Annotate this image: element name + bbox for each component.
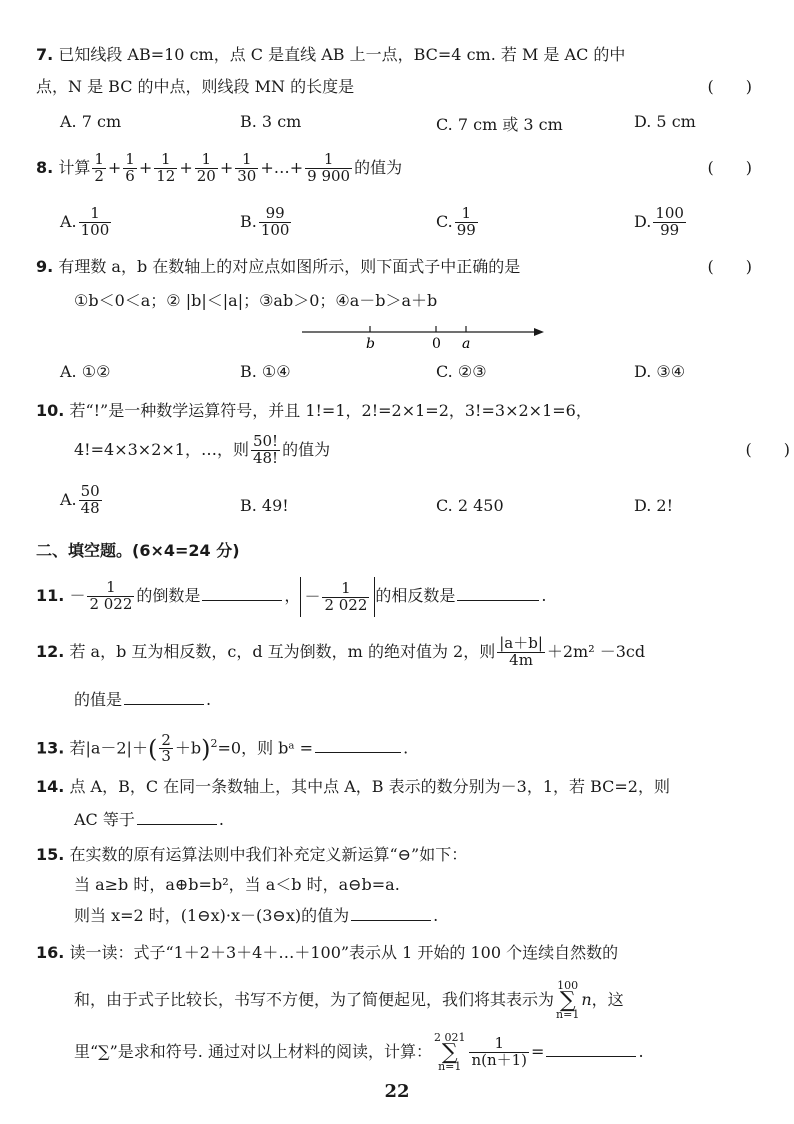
q9-line1 <box>36 256 774 278</box>
q13-paren-open: ( <box>147 734 158 763</box>
q16-text-3: ，这 <box>591 990 624 1009</box>
q10-text-3: 的值为 <box>282 440 331 459</box>
sigma-upper: 2 021 <box>433 1030 466 1044</box>
q9-option-b[interactable]: B. ①④ <box>240 362 291 381</box>
axis-arrow <box>534 328 544 336</box>
q9-line2 <box>74 290 774 312</box>
sigma-lower: n=1 <box>556 1008 580 1022</box>
frac-denominator: 99 <box>660 220 680 239</box>
q8-term-5 <box>235 152 258 185</box>
q7-option-b[interactable]: B. 3 cm <box>240 112 302 131</box>
frac-numerator: 1 <box>125 150 135 169</box>
q8-term-last <box>305 152 352 185</box>
q14-line2 <box>74 808 774 831</box>
q16-text-1: 读一读：式子“1＋2＋3＋4＋…＋100”表示从 1 开始的 100 个连续自然数的 <box>69 943 619 962</box>
frac-numerator: 50 <box>80 482 100 500</box>
q16-line3 <box>74 1030 774 1074</box>
q8-option-c-frac <box>455 206 478 239</box>
q10-line1 <box>36 400 774 422</box>
q12-line1 <box>36 632 774 672</box>
q8-term-4 <box>195 152 218 185</box>
q10-text-2: 4!=4×3×2×1，…，则 <box>74 440 249 459</box>
q15-line2 <box>74 874 774 896</box>
q10-option-c[interactable]: C. 2 450 <box>436 496 504 515</box>
q11-minus: － <box>69 586 86 605</box>
q10-text-1: 若“!”是一种数学运算符号，并且 1!=1，2!=2×1=2，3!=3×2×1=6， <box>69 401 592 420</box>
frac-denominator: 3 <box>161 747 171 766</box>
plus-sign: + <box>179 158 193 177</box>
q14-end: . <box>218 810 224 829</box>
q8-option-b[interactable] <box>240 206 293 239</box>
frac-denominator: 100 <box>260 220 290 239</box>
q11-fraction-1 <box>87 580 134 613</box>
q16-number: 16. <box>36 943 65 962</box>
q15-blank[interactable] <box>351 904 431 921</box>
frac-numerator: 1 <box>235 152 258 169</box>
q16-blank[interactable] <box>546 1040 636 1057</box>
q8-option-b-frac <box>259 206 292 239</box>
q8-series <box>90 150 354 185</box>
q15-text-1: 在实数的原有运算法则中我们补充定义新运算“⊖”如下： <box>69 845 468 864</box>
q10-option-d[interactable]: D. 2! <box>634 496 674 515</box>
frac-denominator: 6 <box>125 167 135 185</box>
q11-line <box>36 576 774 617</box>
q10-option-b[interactable]: B. 49! <box>240 496 289 515</box>
frac-numerator: 1 <box>195 152 218 169</box>
q8-term-1 <box>92 152 106 185</box>
q7-option-a[interactable]: A. 7 cm <box>60 112 122 131</box>
q8-option-d[interactable] <box>634 206 688 239</box>
q13-line <box>36 724 774 769</box>
q15-end: . <box>433 906 439 925</box>
plus-sign: + <box>260 158 274 177</box>
q12-text-2: ＋2m² －3cd <box>546 642 646 661</box>
q7-line2 <box>36 76 774 98</box>
q12-fraction <box>497 636 545 669</box>
q11-comma: ， <box>284 586 301 605</box>
q8-option-a-label: A. <box>60 211 77 231</box>
q10-number: 10. <box>36 401 65 420</box>
q16-text-4: 里“∑”是求和符号. 通过对以上材料的阅读，计算： <box>74 1042 432 1061</box>
label-b: b <box>366 336 375 352</box>
q7-text-1: 已知线段 AB=10 cm，点 C 是直线 AB 上一点，BC=4 cm. 若 M 是 AC 的中 <box>58 45 626 64</box>
q14-text-1: 点 A，B，C 在同一条数轴上，其中点 A，B 表示的数分别为－3，1，若 BC=2，则 <box>69 777 670 796</box>
q13-text-1: 若|a－2|＋ <box>69 738 148 758</box>
frac-numerator: 1 <box>305 152 352 169</box>
q7-line1 <box>36 44 774 66</box>
frac-numerator: 1 <box>87 580 134 597</box>
frac-denominator: 12 <box>156 167 176 185</box>
q11-minus-2: － <box>304 586 321 606</box>
q10-option-a[interactable] <box>60 484 104 517</box>
q12-number: 12. <box>36 642 65 661</box>
frac-denominator: 9 900 <box>307 167 351 185</box>
q11-end: . <box>541 586 547 605</box>
q9-number-line <box>298 318 548 352</box>
frac-denominator: 99 <box>456 220 476 239</box>
q8-option-b-label: B. <box>240 211 257 231</box>
q12-text-1: 若 a，b 互为相反数，c，d 互为倒数，m 的绝对值为 2，则 <box>69 642 496 661</box>
frac-numerator: |a＋b| <box>499 634 543 653</box>
q8-option-d-label: D. <box>634 211 652 231</box>
q8-line1 <box>36 148 774 188</box>
q8-prefix: 计算 <box>58 158 91 177</box>
section-fill-in-title: 二、填空题。(6×4=24 分) <box>36 541 240 560</box>
q8-option-a-frac <box>79 206 112 239</box>
frac-numerator: 1 <box>79 206 112 223</box>
plus-sign: + <box>138 158 153 177</box>
q15-line1 <box>36 844 774 866</box>
q14-line1 <box>36 776 774 798</box>
label-a: a <box>462 336 471 352</box>
frac-numerator: 50! <box>252 432 279 451</box>
q8-suffix: 的值为 <box>354 158 403 177</box>
q13-fraction <box>159 730 173 766</box>
frac-denominator: n(n＋1) <box>471 1051 528 1069</box>
q13-paren-close: ) <box>201 734 211 763</box>
frac-numerator: 1 <box>469 1036 529 1053</box>
q10-option-a-frac <box>79 484 102 517</box>
q15-line3 <box>74 904 774 927</box>
q16-fraction <box>469 1036 529 1069</box>
frac-numerator: 1 <box>94 150 104 169</box>
ellipsis: … <box>273 158 290 177</box>
q16-sigma-1 <box>556 978 580 1022</box>
q11-number: 11. <box>36 586 65 605</box>
q7-number: 7. <box>36 45 54 64</box>
frac-denominator: 30 <box>237 167 257 185</box>
q12-blank[interactable] <box>124 688 204 705</box>
frac-numerator: 2 <box>161 730 171 749</box>
q16-sigma-body: n <box>581 990 592 1009</box>
label-0: 0 <box>432 336 441 352</box>
q10-line2 <box>74 430 790 470</box>
q13-number: 13. <box>36 738 65 758</box>
q7-option-c[interactable]: C. 7 cm 或 3 cm <box>436 115 563 134</box>
frac-numerator: 100 <box>655 204 684 222</box>
frac-denominator: 48! <box>252 449 279 467</box>
q16-line2 <box>74 978 774 1022</box>
q13-text-2: ＋b <box>174 738 202 758</box>
q9-option-c[interactable]: C. ②③ <box>436 362 487 381</box>
frac-denominator: 2 022 <box>324 595 368 614</box>
q16-equals: = <box>531 1042 545 1061</box>
q9-statements: ①b＜0＜a；② |b|＜|a|；③ab＞0；④a－b＞a＋b <box>74 291 438 310</box>
q10-option-a-label: A. <box>60 489 77 509</box>
q13-exponent: 2 <box>210 737 218 750</box>
q12-text-3: 的值是 <box>74 690 123 709</box>
plus-sign: + <box>219 158 234 177</box>
frac-numerator: 99 <box>259 206 292 223</box>
q7-option-d[interactable]: D. 5 cm <box>634 112 696 131</box>
q13-blank[interactable] <box>315 736 401 753</box>
q11-blank-1[interactable] <box>202 584 282 601</box>
page-number: 22 <box>384 1081 410 1102</box>
q12-end: . <box>206 690 212 709</box>
q8-option-c-label: C. <box>436 211 453 231</box>
q14-blank[interactable] <box>137 808 217 825</box>
q8-term-2 <box>123 152 137 185</box>
q15-text-3: 则当 x=2 时，(1⊖x)·x－(3⊖x)的值为 <box>74 906 350 925</box>
q16-sigma-2 <box>433 1030 466 1074</box>
q8-answer-bracket[interactable]: ( ) <box>707 158 752 177</box>
frac-denominator: 4m <box>509 651 533 669</box>
q9-number: 9. <box>36 257 54 276</box>
q11-blank-2[interactable] <box>457 584 539 601</box>
q8-option-c[interactable] <box>436 206 480 239</box>
q14-text-2: AC 等于 <box>74 810 135 829</box>
q7-answer-bracket[interactable]: ( ) <box>707 77 752 96</box>
frac-numerator: 1 <box>154 152 177 169</box>
q16-text-2: 和，由于式子比较长，书写不方便，为了简便起见，我们将其表示为 <box>74 990 555 1009</box>
plus-sign: + <box>289 158 304 177</box>
plus-sign: + <box>107 158 122 177</box>
q13-end: . <box>403 738 409 758</box>
q10-answer-bracket[interactable]: ( ) <box>745 440 790 459</box>
q16-end: . <box>638 1042 644 1061</box>
q11-text-2: 的相反数是 <box>375 586 456 605</box>
q11-text-1: 的倒数是 <box>136 586 201 605</box>
q10-fraction <box>251 434 280 467</box>
q9-text-1: 有理数 a，b 在数轴上的对应点如图所示，则下面式子中正确的是 <box>58 257 521 276</box>
q13-text-3: =0，则 bᵃ = <box>217 738 314 758</box>
frac-denominator: 100 <box>80 220 110 239</box>
q9-option-a[interactable]: A. ①② <box>60 362 111 381</box>
q7-text-2: 点，N 是 BC 的中点，则线段 MN 的长度是 <box>36 77 355 96</box>
q8-option-a[interactable] <box>60 206 113 239</box>
frac-denominator: 2 022 <box>89 595 133 613</box>
q15-text-2: 当 a≥b 时，a⊕b=b²，当 a＜b 时，a⊖b=a. <box>74 875 400 894</box>
sigma-lower: n=1 <box>438 1060 462 1074</box>
q8-term-3 <box>154 152 177 185</box>
q11-abs <box>300 577 375 617</box>
frac-denominator: 48 <box>80 498 100 517</box>
q16-line1 <box>36 942 774 964</box>
q8-number: 8. <box>36 158 54 177</box>
q11-fraction-2 <box>322 578 369 614</box>
q8-option-d-frac <box>653 206 686 239</box>
q9-answer-bracket[interactable]: ( ) <box>707 257 752 276</box>
frac-numerator: 1 <box>322 581 369 598</box>
q12-line2 <box>74 688 774 711</box>
sigma-symbol: ∑ <box>441 1039 458 1065</box>
frac-numerator: 1 <box>455 206 478 223</box>
frac-denominator: 20 <box>196 167 216 185</box>
q9-option-d[interactable]: D. ③④ <box>634 362 686 381</box>
sigma-symbol: ∑ <box>559 987 576 1013</box>
q14-number: 14. <box>36 777 65 796</box>
frac-denominator: 2 <box>94 167 104 185</box>
q15-number: 15. <box>36 845 65 864</box>
sigma-upper: 100 <box>557 978 579 992</box>
